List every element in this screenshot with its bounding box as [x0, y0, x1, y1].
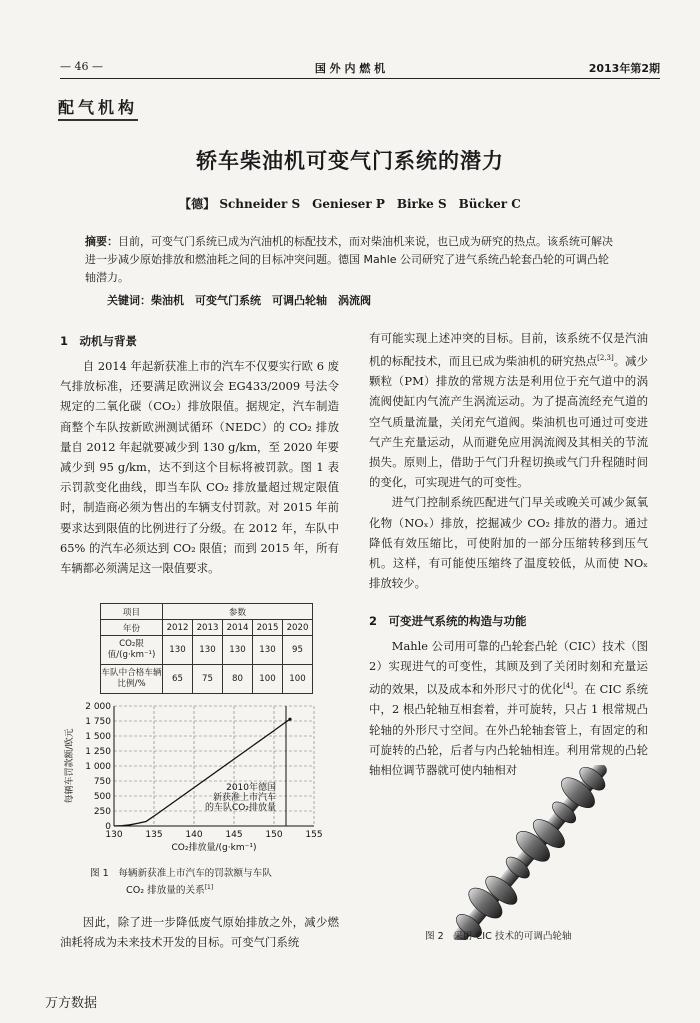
table-cell: 130 [163, 636, 193, 665]
citation-4: [4] [563, 682, 574, 691]
figure1-caption-line2 [126, 882, 213, 896]
y-tick-label: 2 000 [85, 702, 111, 712]
table-cell: 2012 [163, 620, 193, 636]
keywords-text: 柴油机 可变气门系统 可调凸轮轴 涡流阀 [151, 294, 371, 307]
figure1-citation: [1] [204, 883, 214, 891]
keywords [107, 292, 371, 308]
abstract [85, 233, 615, 287]
table-cell: 车队中合格车辆比例/% [101, 665, 163, 694]
y-tick-label: 1 750 [85, 717, 111, 727]
journal-name: 国 外 内 燃 机 [314, 62, 386, 75]
y-tick-label: 250 [93, 807, 111, 817]
section2-heading: 2 可变进气系统的构造与功能 [369, 614, 527, 628]
section2-paragraph-1 [369, 636, 648, 780]
y-tick-label: 750 [93, 777, 111, 787]
annotation-label [205, 781, 276, 813]
series-end-point [288, 718, 291, 721]
y-tick-label: 1 000 [85, 762, 111, 772]
table-cell: 年份 [101, 620, 163, 636]
figure1-caption-text: CO₂ 排放量的关系 [126, 885, 205, 896]
table-row-years [101, 620, 313, 636]
x-axis-label: CO₂排放量/(g·km⁻¹) [171, 843, 257, 853]
right-paragraph-1-text: 有可能实现上述冲突的目标。目前，该系统不仅是汽油机的标配技术，而且已成为柴油机的研究热点 [369, 331, 648, 368]
section1-paragraph-2: 因此，除了进一步降低废气原始排放之外，减少燃油耗将成为未来技术开发的目标。可变气门系统 [60, 915, 339, 950]
section1-body [60, 356, 339, 578]
y-axis-label: 每辆车罚款额/欧元 [65, 728, 75, 804]
section2-paragraph-1-text: Mahle 公司用可靠的凸轮套凸轮（CIC）技术（图 2）实现进气的可变性，其顾及到了关闭时刻和充量运动的效果，以及成本和外形尺寸的优化 [369, 639, 648, 697]
table-cell: 130 [223, 636, 253, 665]
annotation-line: 2010年德国 [226, 783, 276, 793]
right-paragraph-1 [369, 328, 648, 492]
annotation-line: 新获准上市汽车 [212, 793, 276, 803]
camshaft-image [415, 765, 645, 940]
figure1-caption-line1: 图 1 每辆新获准上市汽车的罚款额与车队 [90, 868, 272, 879]
table-cell: 2015 [253, 620, 283, 636]
fine-chart [62, 700, 342, 860]
x-tick-label: 130 [105, 830, 123, 840]
table-row-ratio [101, 665, 313, 694]
section2-paragraph-1-continued: 。在 CIC 系统中，2 根凸轮轴互相套着，并可旋转，只占 1 根常规凸轮轴的外形尺寸空间。在外凸轮轴套管上，有固定的和可旋转的凸轮，后者与内凸轮轴相连。利用常规的凸轮轴相位调节器就可使内轴相对 [369, 682, 648, 778]
issue-label: 2013年第2期 [588, 62, 660, 75]
keywords-label: 关键词： [107, 294, 151, 307]
parameter-table [100, 603, 313, 694]
section1-body-continued [60, 912, 339, 952]
table-cell: 2020 [283, 620, 313, 636]
table-cell: 100 [283, 665, 313, 694]
y-tick-label: 1 250 [85, 747, 111, 757]
right-column-body [369, 328, 648, 593]
table-cell: 2013 [193, 620, 223, 636]
table-cell: 2014 [223, 620, 253, 636]
x-tick-label: 155 [305, 830, 323, 840]
section1-heading: 1 动机与背景 [60, 334, 138, 348]
table-header-params: 参数 [163, 604, 313, 620]
section-tag: 配气机构 [58, 95, 138, 121]
table-cell: 75 [193, 665, 223, 694]
page-number: — 46 — [60, 60, 103, 73]
right-paragraph-1-continued: 。减少颗粒（PM）排放的常规方法是利用位于充气道中的涡流阀使缸内气流产生涡流运动。为了提高流经充气道的空气质量流量，关闭充气道阀。柴油机也可通过可变进气产生充量运动，从而避免应用涡流阀及其相关的节流损失。原则上，借助于气门升程切换或气门升程随时间的变化，可实现进气的可变性。 [369, 354, 648, 490]
x-tick-label: 145 [225, 830, 243, 840]
authors: 【德】 Schneider S Genieser P Birke S Bücker C [179, 197, 521, 211]
section2-body [369, 636, 648, 780]
table-row-co2 [101, 636, 313, 665]
abstract-label: 摘要： [85, 235, 118, 248]
y-tick-label: 0 [105, 822, 111, 832]
annotation-line: 的车队CO₂排放量 [205, 803, 276, 813]
y-tick-label: 500 [93, 792, 111, 802]
footer-watermark: 万方数据 [45, 996, 98, 1011]
citation-2-3: [2,3] [597, 354, 614, 363]
table-cell: 80 [223, 665, 253, 694]
abstract-text: 目前，可变气门系统已成为汽油机的标配技术，而对柴油机来说，也已成为研究的热点。该系统可解决进一步减少原始排放和燃油耗之间的目标冲突问题。德国 Mahle 公司研究了进气系统凸轮套凸轮的可调凸轮轴潜力。 [85, 235, 613, 284]
y-tick-label: 1 500 [85, 732, 111, 742]
figure2-caption: 图 2 采用 CIC 技术的可调凸轮轴 [425, 931, 572, 942]
table-cell: 95 [283, 636, 313, 665]
article-title: 轿车柴油机可变气门系统的潜力 [196, 149, 504, 173]
table-cell: 100 [253, 665, 283, 694]
table-cell: 65 [163, 665, 193, 694]
right-paragraph-2: 进气门控制系统匹配进气门早关或晚关可减少氮氧化物（NOₓ）排放，挖掘减少 CO₂ 排放的潜力。通过降低有效压缩比，可使附加的一部分压缩转移到压气机。这样，有可能使压缩终了温度较低，从而使 NOₓ 排放较少。 [369, 495, 648, 591]
x-tick-label: 150 [265, 830, 283, 840]
header-rule [60, 78, 660, 79]
table-cell: CO₂限值/(g·km⁻¹) [101, 636, 163, 665]
parameter-table-wrap [100, 603, 313, 694]
table-header-project: 项目 [101, 604, 163, 620]
table-cell: 130 [193, 636, 223, 665]
section1-paragraph-1: 自 2014 年起新获准上市的汽车不仅要实行欧 6 废气排放标准，还要满足欧洲议会 EG433/2009 号法令规定的二氧化碳（CO₂）排放限值。据规定，汽车制造商整个车队按新欧洲测试循环（NEDC）的 CO₂ 排放量自 2012 年起就要减少到 130 g/km，至 2020 年要减少到 95 g/km，达不到这个目标将被罚款。图 1 表示罚款变化曲线，即当车队 CO₂ 排放量超过规定限值时，制造商必须为售出的车辆支付罚款。对 2015 年前要求达到限值的比例进行了分级。在 2012 年，车队中 65% 的汽车必须达到 CO₂ 限值；而到 2015 年，所有车辆都必须满足这一限值要求。 [60, 359, 339, 576]
x-tick-label: 140 [185, 830, 203, 840]
x-tick-label: 135 [145, 830, 163, 840]
table-cell: 130 [253, 636, 283, 665]
